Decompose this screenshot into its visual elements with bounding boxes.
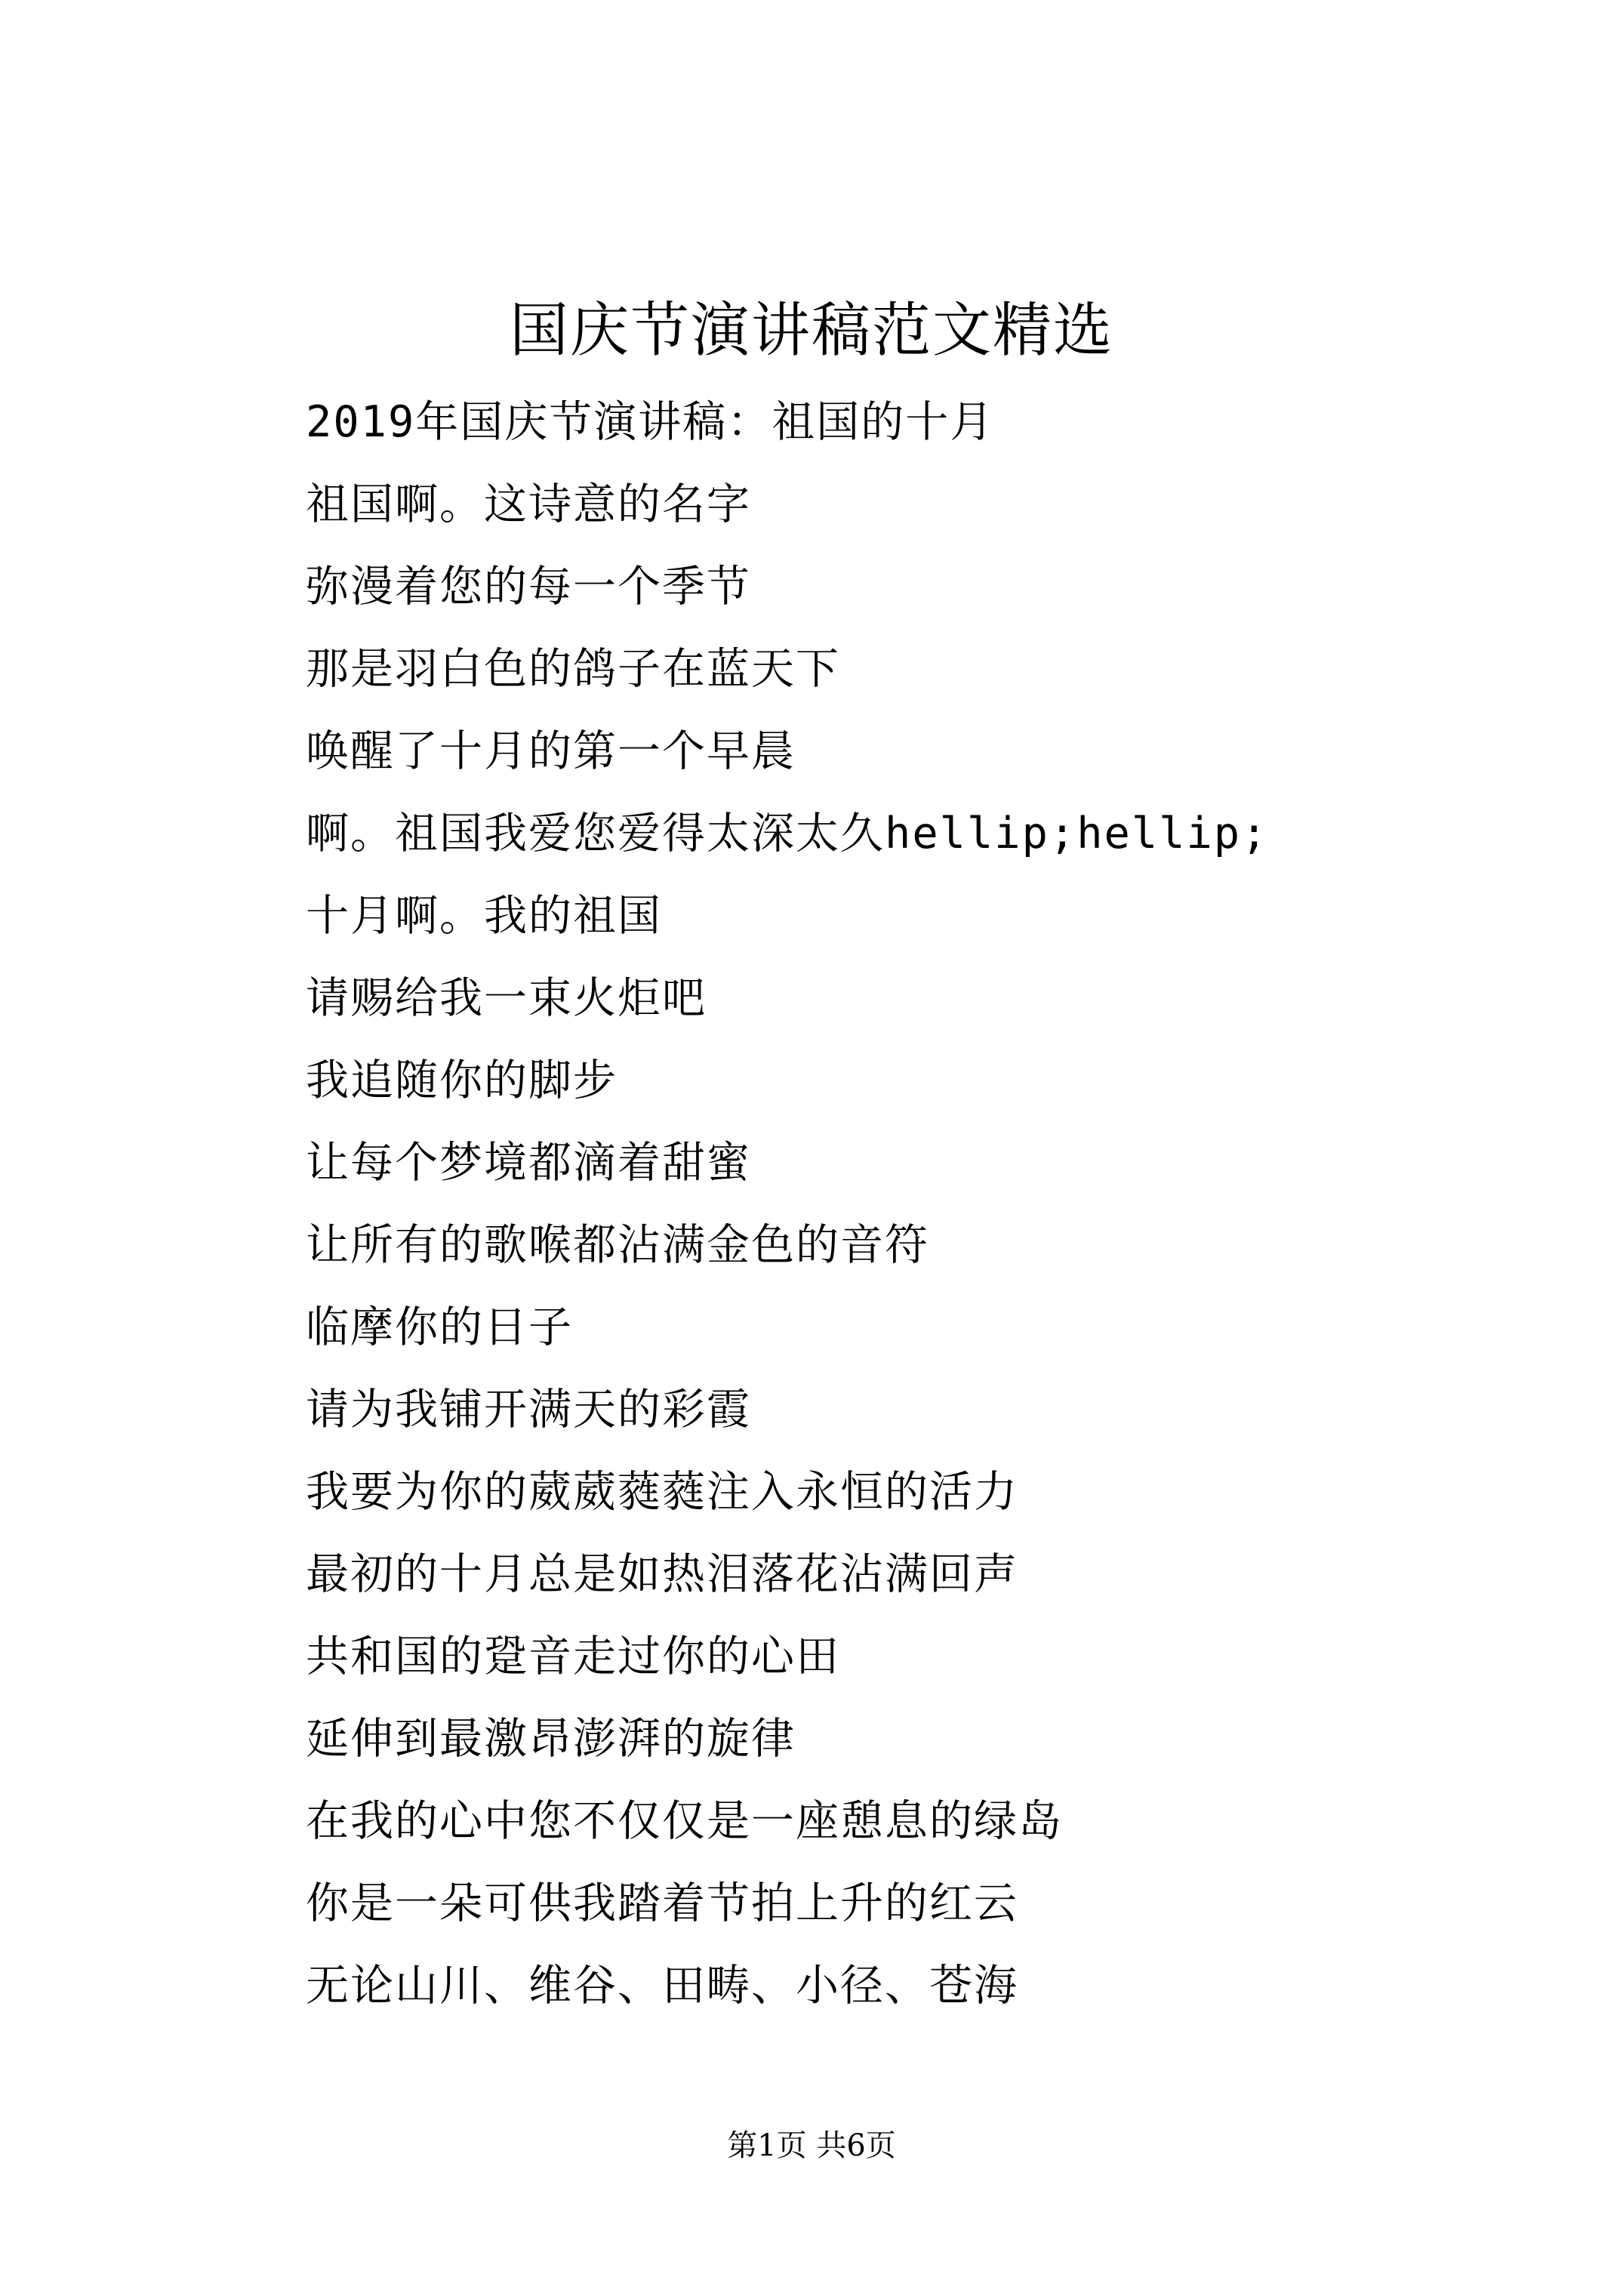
text-line: 唤醒了十月的第一个早晨 [306, 726, 796, 776]
page-number: 第1页 共6页 [727, 2128, 896, 2163]
text-line: 在我的心中您不仅仅是一座憩息的绿岛 [306, 1796, 1063, 1846]
text-line: 我要为你的葳葳蕤蕤注入永恒的活力 [306, 1467, 1018, 1517]
text-line: 我追随你的脚步 [306, 1056, 617, 1105]
text-line: 十月啊。我的祖国 [306, 891, 662, 941]
text-line: 啊。祖国我爱您爱得太深太久hellip;hellip; [306, 809, 1269, 858]
text-line: 临摩你的日子 [306, 1302, 573, 1352]
text-line: 共和国的跫音走过你的心田 [306, 1632, 840, 1681]
text-line: 2019年国庆节演讲稿：祖国的十月 [306, 397, 995, 447]
text-line: 让所有的歌喉都沾满金色的音符 [306, 1220, 929, 1270]
text-line: 无论山川、维谷、田畴、小径、苍海 [306, 1961, 1018, 2011]
text-line: 请赐给我一束火炬吧 [306, 973, 707, 1023]
text-line: 最初的十月总是如热泪落花沾满回声 [306, 1549, 1018, 1599]
document-title: 国庆节演讲稿范文精选 [509, 297, 1113, 365]
document-body [306, 381, 1476, 2027]
text-line: 祖国啊。这诗意的名字 [306, 479, 751, 529]
text-line: 延伸到最激昂澎湃的旋律 [306, 1714, 796, 1764]
text-line: 弥漫着您的每一个季节 [306, 562, 751, 612]
text-line: 你是一朵可供我踏着节拍上升的红云 [306, 1878, 1018, 1928]
text-line: 请为我铺开满天的彩霞 [306, 1385, 751, 1435]
text-line: 让每个梦境都滴着甜蜜 [306, 1138, 751, 1188]
text-line: 那是羽白色的鸽子在蓝天下 [306, 644, 840, 694]
